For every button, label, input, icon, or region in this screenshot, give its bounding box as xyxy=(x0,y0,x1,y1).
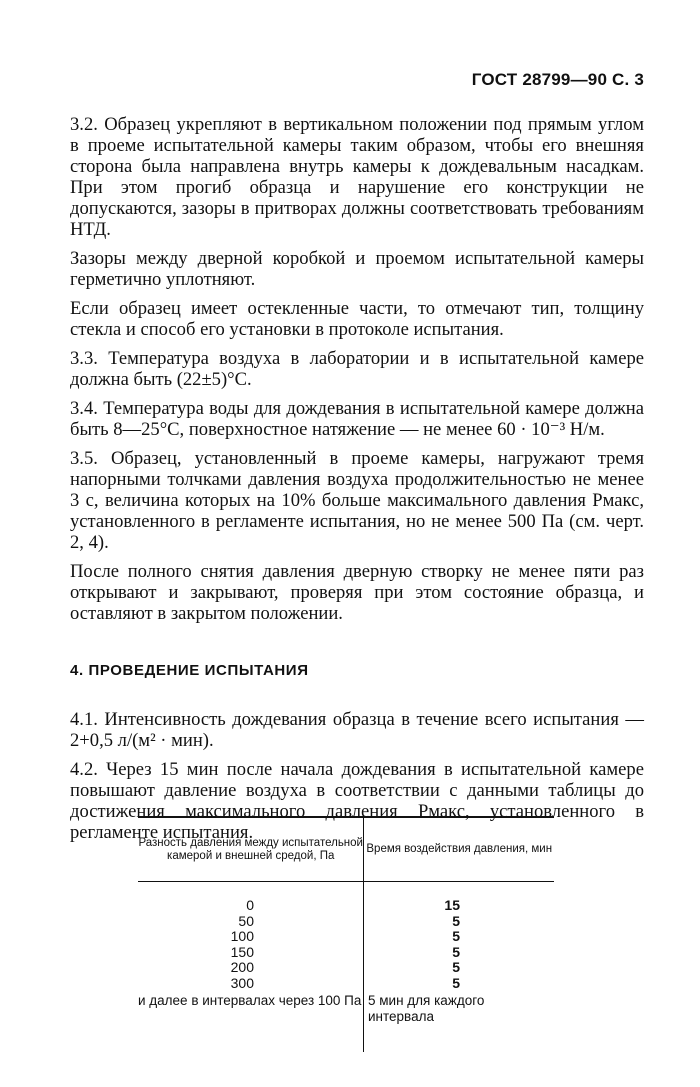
document-body xyxy=(70,114,644,851)
table-cell-time: 5 xyxy=(452,928,460,944)
paragraph-gaps: Зазоры между дверной коробкой и проемом испытательной камеры герметично уплотняют. xyxy=(70,248,644,290)
table-cell-pressure: 300 xyxy=(230,974,254,991)
table-cell-pressure-tail: и далее в интервалах через 100 Па xyxy=(138,993,362,1008)
table-cell-pressure: 100 xyxy=(230,928,254,944)
table-cell-time: 5 xyxy=(452,943,460,960)
table-cell-time: 15 xyxy=(444,897,460,913)
section-heading: 4. ПРОВЕДЕНИЕ ИСПЫТАНИЯ xyxy=(70,662,309,679)
table-cell-pressure: 200 xyxy=(230,959,254,975)
paragraph-glazing: Если образец имеет остекленные части, то отмечают тип, толщину стекла и способ его установки в протоколе испытания. xyxy=(70,298,644,340)
paragraph-3-3: 3.3. Температура воздуха в лаборатории и в испытательной камере должна быть (22±5)°С. xyxy=(70,348,644,390)
table-cell-time: 5 xyxy=(452,974,460,991)
page-header: ГОСТ 28799—90 С. 3 xyxy=(471,70,644,89)
paragraph-4-1: 4.1. Интенсивность дождевания образца в течение всего испытания — 2+0,5 л/(м² · мин). xyxy=(70,709,644,751)
paragraph-3-4: 3.4. Температура воды для дождевания в испытательной камере должна быть 8—25°С, поверхностное натяжение — не менее 60 · 10⁻³ Н/м. xyxy=(70,398,644,440)
paragraph-4-2: 4.2. Через 15 мин после начала дождевания в испытательной камере повышают давление воздуха в соответствии с данными таблицы до достижения максимального давления Pмакс, установленного в регламенте испытания. xyxy=(70,759,644,843)
time-column xyxy=(364,882,554,1052)
table-cell-pressure: 50 xyxy=(238,912,254,929)
column-header-pressure: Разность давления между испытательной камерой и внешней средой, Па xyxy=(138,818,364,881)
table-cell-time-tail: 5 мин для каждого интервала xyxy=(368,993,485,1024)
paragraph-3-5: 3.5. Образец, установленный в проеме камеры, нагружают тремя напорными толчками давления воздуха продолжительностью не менее 3 с, величина которых на 10% больше максимального давления Pмакс, установленного в регламенте испытания, но не менее 500 Па (см. черт. 2, 4). xyxy=(70,448,644,553)
table-body xyxy=(138,882,554,1052)
paragraph-3-2: 3.2. Образец укрепляют в вертикальном положении под прямым углом в проеме испытательной камеры таким образом, чтобы его внешняя сторона была направлена внутрь камеры к дождевальным насадкам. При этом прогиб образца и нарушение его конструкции не допускаются, зазоры в притворах должны соответствовать требованиям НТД. xyxy=(70,114,644,240)
pressure-column xyxy=(138,882,364,1052)
column-header-time: Время воздействия давления, мин xyxy=(366,843,553,855)
table-cell-time: 5 xyxy=(452,959,460,975)
table-cell-pressure: 150 xyxy=(230,943,254,960)
paragraph-after-release: После полного снятия давления дверную створку не менее пяти раз открывают и закрывают, проверяя при этом состояние образца, и оставляют в закрытом положении. xyxy=(70,561,644,624)
table-header xyxy=(138,818,554,882)
pressure-table xyxy=(138,816,554,1052)
table-cell-pressure: 0 xyxy=(246,897,254,913)
table-cell-time: 5 xyxy=(452,912,460,929)
